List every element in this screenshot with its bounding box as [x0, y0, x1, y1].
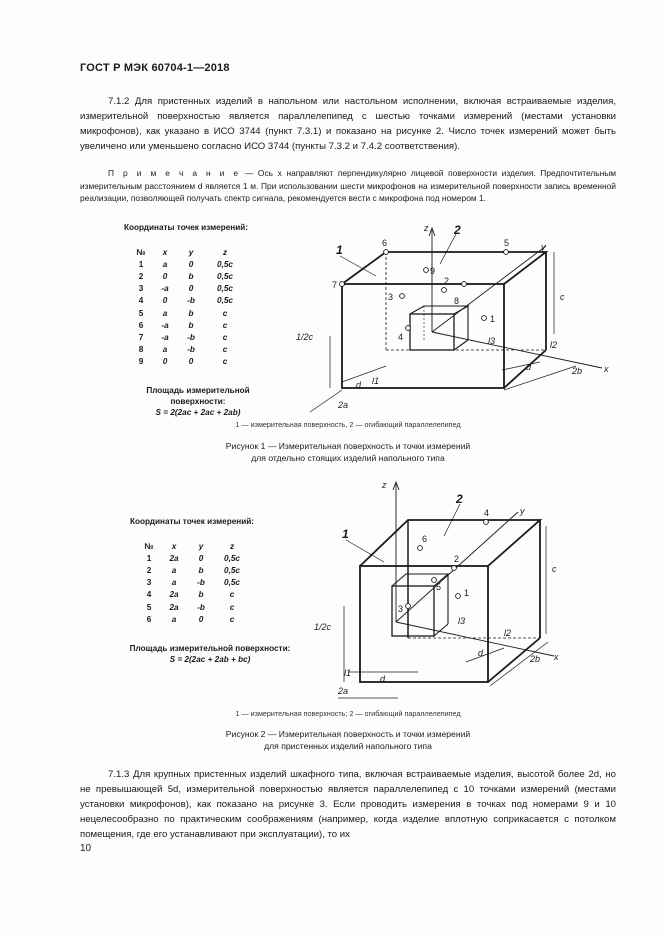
- fig1-inner-top: [410, 306, 468, 314]
- cell: -b: [197, 602, 205, 612]
- cell: a: [171, 614, 177, 624]
- cell: 0,5c: [217, 284, 233, 294]
- fig2-point-6-label: 6: [422, 534, 428, 544]
- note-label: П р и м е ч а н и е: [108, 168, 241, 178]
- fig2-axis-y-label: y: [520, 506, 525, 516]
- fig2-point-5-label: 5: [436, 582, 442, 592]
- fig1-point-9: [424, 268, 429, 273]
- cell: 4: [138, 296, 144, 306]
- fig2-l2-label: l2: [504, 628, 512, 638]
- fig1-dim-d2: [502, 362, 540, 370]
- fig2-col-x: x: [171, 541, 177, 551]
- cell: 0: [162, 271, 168, 281]
- fig2-caption-line1: Рисунок 2 — Измерительная поверхность и точки измерений: [225, 729, 471, 739]
- fig2-diagram: [308, 476, 620, 706]
- fig1-legend: 1 — измерительная поверхность, 2 — огибающий параллелепипед: [235, 420, 461, 429]
- fig1-inner-bottom: [454, 340, 468, 350]
- fig1-point-3: [400, 294, 405, 299]
- table-row: [130, 283, 246, 295]
- fig2-l3-label: l3: [458, 616, 466, 626]
- fig2-dim-d-label: d: [380, 674, 386, 684]
- fig1-label-2: 2: [454, 223, 461, 237]
- fig1-axis-x-label: x: [604, 364, 609, 374]
- fig2-point-6: [418, 546, 423, 551]
- fig1-l3-label: l3: [488, 336, 496, 346]
- table-row: [130, 295, 246, 307]
- table-row: [130, 356, 246, 368]
- cell: c: [229, 602, 235, 612]
- cell: -b: [187, 296, 195, 306]
- fig1-dim-d-label: d: [356, 380, 362, 390]
- cell: b: [188, 271, 194, 281]
- cell: 8: [138, 345, 144, 355]
- fig1-bottom-edge: [504, 350, 546, 388]
- fig1-point-1: [482, 316, 487, 321]
- cell: 1: [138, 259, 144, 269]
- cell: -b: [187, 332, 195, 342]
- table-row: [130, 319, 246, 331]
- fig2-point-1: [456, 594, 461, 599]
- fig1-col-no: №: [136, 247, 146, 257]
- fig2-label-2: 2: [456, 492, 463, 506]
- cell: 0: [188, 357, 194, 367]
- cell: 5: [138, 308, 144, 318]
- table-row: [130, 344, 246, 356]
- fig1-l2-label: l2: [550, 340, 558, 350]
- table-row: [130, 307, 246, 319]
- table-row: [138, 552, 250, 564]
- page-number: 10: [80, 843, 92, 854]
- fig2-area-title: Площадь измерительной поверхности:: [129, 644, 291, 653]
- note-block: [80, 167, 616, 205]
- fig2-dim-half-c-label: 1/2c: [314, 622, 332, 632]
- cell: a: [171, 578, 177, 588]
- fig1-dim-d: [342, 366, 386, 382]
- fig1-dim-c-label: c: [560, 292, 565, 302]
- fig1-col-z: z: [222, 247, 228, 257]
- fig2-point-3-label: 3: [398, 604, 404, 614]
- cell: 0: [188, 284, 194, 294]
- cell: 0,5c: [217, 271, 233, 281]
- cell: c: [229, 614, 235, 624]
- cell: a: [162, 259, 168, 269]
- table-row: [138, 601, 250, 613]
- cell: 2a: [169, 602, 179, 612]
- cell: 1: [146, 553, 152, 563]
- fig2-area: [118, 643, 302, 665]
- fig1-point-5: [504, 250, 509, 255]
- cell: 0,5c: [224, 553, 240, 563]
- cell: a: [171, 565, 177, 575]
- fig2-area-formula: S = 2(2ac + 2ab + bc): [169, 655, 251, 664]
- cell: -a: [161, 320, 169, 330]
- fig2-caption-line2: для пристенных изделий напольного типа: [264, 741, 432, 751]
- fig2-inner-bottom: [434, 624, 448, 636]
- cell: 0: [162, 296, 168, 306]
- fig1-front-face: [342, 284, 504, 388]
- section-7-1-2: [80, 94, 616, 154]
- cell: 0,5c: [224, 578, 240, 588]
- section-7-1-3-text: 7.1.3 Для крупных пристенных изделий шкафного типа, включая встраиваемые изделия, высотой более 2d, но не превышающей 5d, измерительной поверхностью является параллелепипед с 10 точками измерений (местами установки микрофонов), как показано на рисунке 3. Если проводить измерения в точках под номерами 9 и 10 нецелесообразно по практическим соображениям (например, когда изделие вплотную соприкасается с потолком помещения, где его устанавливают при эксплуатации), то их: [80, 769, 616, 840]
- fig1-dim-2a-label: 2a: [338, 400, 349, 410]
- fig1-area-title: Площадь измерительной поверхности:: [146, 386, 250, 406]
- fig2-table-header: [138, 540, 250, 552]
- cell: -b: [187, 345, 195, 355]
- cell: -b: [197, 578, 205, 588]
- fig1-point-2: [442, 288, 447, 293]
- cell: c: [222, 345, 228, 355]
- table-row: [138, 577, 250, 589]
- fig1-coords-table: [130, 246, 246, 368]
- table-row: [138, 613, 250, 625]
- section-7-1-3: [80, 767, 616, 842]
- fig2-point-2-label: 2: [454, 554, 460, 564]
- fig1-point-2-label: 2: [444, 276, 450, 286]
- fig2-dim-d2: [466, 648, 504, 662]
- fig2-axis-z-label: z: [382, 480, 387, 490]
- fig1-area: [118, 385, 278, 418]
- fig1-dim-half-c-label: 1/2c: [296, 332, 314, 342]
- fig2-axis-x: [396, 622, 554, 656]
- fig2-l1-label: l1: [344, 668, 352, 678]
- fig1-point-5-label: 5: [504, 238, 510, 248]
- fig1-point-9-label: 9: [430, 266, 436, 276]
- fig2-label-1: 1: [342, 527, 349, 541]
- fig1-point-8: [462, 282, 467, 287]
- cell: 2a: [169, 590, 179, 600]
- fig2-dim-2a-label: 2a: [338, 686, 349, 696]
- fig1-point-3-label: 3: [388, 292, 394, 302]
- cell: a: [162, 345, 168, 355]
- fig1-label-1: 1: [336, 243, 343, 257]
- fig1-leader-2: [440, 234, 456, 264]
- cell: 2a: [169, 553, 179, 563]
- fig2-dim-d2-label: d: [478, 648, 484, 658]
- cell: 6: [146, 614, 152, 624]
- fig2-col-z: z: [229, 541, 235, 551]
- cell: 4: [146, 590, 152, 600]
- fig1-axis-z-label: z: [424, 223, 429, 233]
- fig1-point-1-label: 1: [490, 314, 496, 324]
- cell: 2: [138, 271, 144, 281]
- fig2-point-3: [406, 604, 411, 609]
- cell: b: [188, 320, 194, 330]
- fig2-legend: 1 — измерительная поверхность; 2 — огибающий параллелепипед: [235, 709, 461, 718]
- fig2-col-no: №: [144, 541, 154, 551]
- cell: -a: [161, 284, 169, 294]
- fig2-leader-1: [346, 540, 384, 562]
- cell: 3: [146, 578, 152, 588]
- cell: 0,5c: [217, 259, 233, 269]
- page-header: ГОСТ Р МЭК 60704-1—2018: [80, 62, 230, 74]
- fig2-table-title: Координаты точек измерений:: [130, 517, 254, 526]
- fig1-caption-line2: для отдельно стоящих изделий напольного типа: [251, 453, 445, 463]
- fig2-point-2: [452, 566, 457, 571]
- fig1-point-7: [340, 282, 345, 287]
- cell: b: [188, 308, 194, 318]
- cell: b: [198, 565, 204, 575]
- cell: a: [162, 308, 168, 318]
- fig1-point-8-label: 8: [454, 296, 460, 306]
- cell: c: [222, 357, 228, 367]
- table-row: [130, 258, 246, 270]
- fig2-point-1-label: 1: [464, 588, 470, 598]
- cell: c: [229, 590, 235, 600]
- fig2-axis-x-label: x: [554, 652, 559, 662]
- cell: 7: [138, 332, 144, 342]
- fig1-point-4-label: 4: [398, 332, 404, 342]
- fig1-table-header: [130, 246, 246, 258]
- fig2-front-face: [360, 566, 488, 682]
- cell: 5: [146, 602, 152, 612]
- cell: 0: [198, 614, 204, 624]
- fig2-dim-c-label: c: [552, 564, 557, 574]
- note-text: — Ось x направляют перпендикулярно лицевой поверхности изделия. Предпочтительным измерительным расстоянием d является 1 м. При использовании шести микрофонов на измерительной поверхности запись временной реализации, позволяющей получать спектр сигнала, рекомендуется вести с микрофона под номером 1.: [80, 168, 617, 203]
- fig1-area-formula: S = 2(2ac + 2ac + 2ab): [155, 408, 241, 417]
- cell: 0: [188, 259, 194, 269]
- cell: 9: [138, 357, 144, 367]
- table-row: [130, 331, 246, 343]
- cell: 0,5c: [217, 296, 233, 306]
- table-row: [130, 270, 246, 282]
- cell: 0,5c: [224, 565, 240, 575]
- fig2-point-4-label: 4: [484, 508, 490, 518]
- fig2-point-4: [484, 520, 489, 525]
- table-row: [138, 564, 250, 576]
- fig1-diagram: [290, 222, 620, 414]
- fig1-point-4: [406, 326, 411, 331]
- fig2-col-y: y: [198, 541, 204, 551]
- fig1-caption: [80, 440, 616, 464]
- cell: 0: [162, 357, 168, 367]
- table-row: [138, 589, 250, 601]
- fig2-caption: [80, 728, 616, 752]
- cell: 3: [138, 284, 144, 294]
- cell: b: [198, 590, 204, 600]
- cell: -a: [161, 332, 169, 342]
- fig1-col-x: x: [162, 247, 168, 257]
- cell: 2: [146, 565, 152, 575]
- fig1-point-7-label: 7: [332, 280, 338, 290]
- fig1-caption-line1: Рисунок 1 — Измерительная поверхность и точки измерений: [225, 441, 471, 451]
- fig1-table-title: Координаты точек измерений:: [124, 223, 248, 232]
- fig1-dim-d2-label: d: [526, 362, 532, 372]
- cell: c: [222, 332, 228, 342]
- section-7-1-2-text: 7.1.2 Для пристенных изделий в напольном или настольном исполнении, включая встраиваемые изделия, измерительной поверхностью является параллелепипед с шестью точками измерений (местами установки микрофонов), как указано в ИСО 3744 (пункт 7.3.1) и показано на рисунке 2. Число точек измерений может быть увеличено или уменьшено согласно ИСО 3744 (пункты 7.3.2 и 7.4.2 соответствения).: [80, 96, 616, 152]
- fig2-top-face: [360, 520, 540, 566]
- fig1-col-y: y: [188, 247, 194, 257]
- fig1-axis-y-label: y: [541, 242, 546, 252]
- fig1-l1-label: l1: [372, 376, 380, 386]
- fig2-coords-table: [138, 540, 250, 625]
- cell: c: [222, 320, 228, 330]
- cell: c: [222, 308, 228, 318]
- fig1-axis-y: [432, 246, 546, 332]
- fig1-dim-2b-label: 2b: [572, 366, 583, 376]
- cell: 0: [198, 553, 204, 563]
- fig2-axis-y: [396, 512, 518, 622]
- cell: 6: [138, 320, 144, 330]
- fig2-dim-2b-label: 2b: [530, 654, 541, 664]
- fig1-point-6: [384, 250, 389, 255]
- fig1-point-6-label: 6: [382, 238, 388, 248]
